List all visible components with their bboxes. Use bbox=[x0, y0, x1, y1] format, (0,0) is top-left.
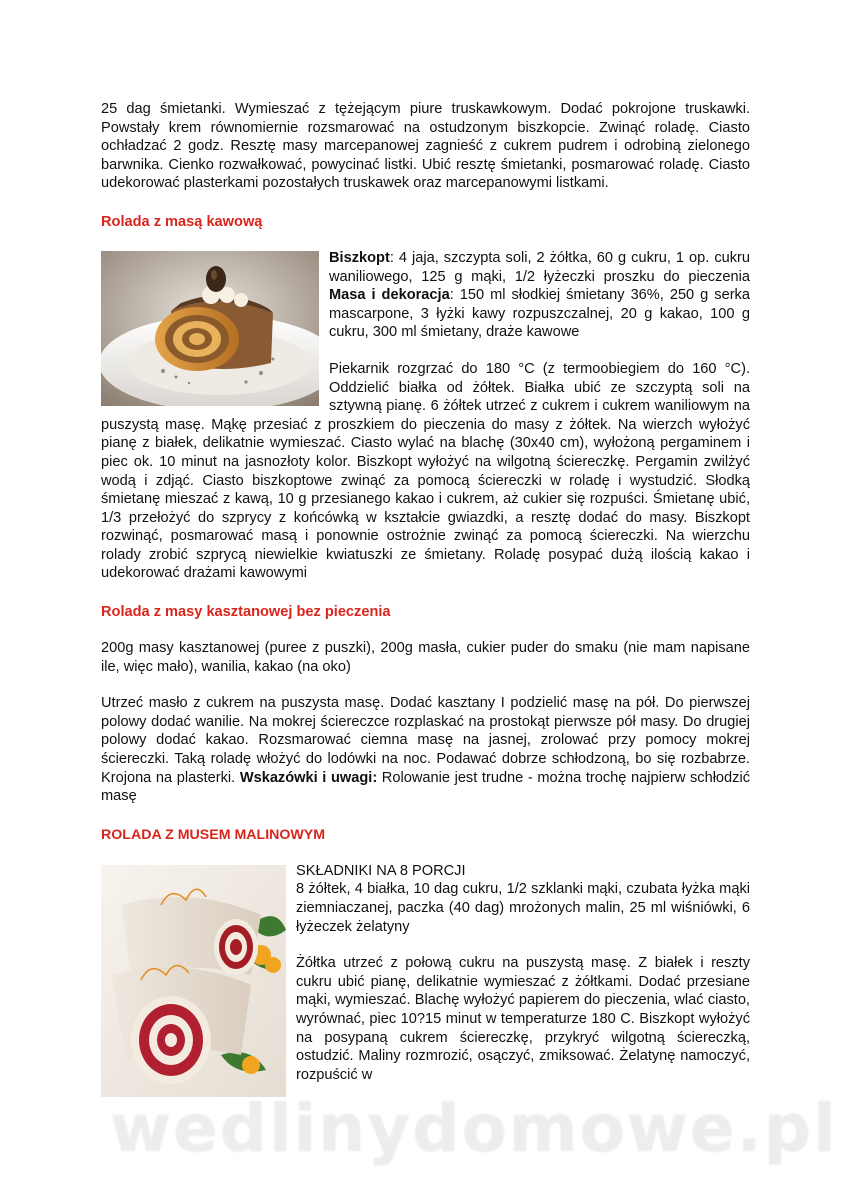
raspberry-roll-image bbox=[101, 865, 286, 1097]
watermark-text: wedlinydomowe.pl bbox=[110, 1090, 838, 1167]
tips-label: Wskazówki i uwagi: bbox=[239, 769, 378, 786]
tips-text: Rolowanie jest trudne - można trochę najpierw schłodzić masę bbox=[101, 769, 750, 805]
masa-text: : 150 ml słodkiej śmietany 36%, 250 g serka mascarpone, 3 łyżki kawy rozpuszczalnej, 20 g kakao, 100 g cukru, 300 ml śmietany, draże kawowe bbox=[329, 287, 750, 341]
recipe-title-raspberry-roll: ROLADA Z MUSEM MALINOWYM bbox=[101, 826, 326, 843]
chestnut-roll-method bbox=[101, 694, 750, 806]
raspberry-roll-ingredients: 8 żółtek, 4 białka, 10 dag cukru, 1/2 szklanki mąki, czubata łyżka mąki ziemniaczanej, paczka (40 dag) mrożonych malin, 25 ml wiśniówki, 6 łyżeczek żelatyny bbox=[296, 881, 750, 935]
raspberry-roll-servings: SKŁADNIKI NA 8 PORCJI bbox=[296, 862, 466, 879]
recipe-page bbox=[101, 100, 750, 1101]
recipe-title-chestnut-roll: Rolada z masy kasztanowej bez pieczenia bbox=[101, 604, 391, 621]
masa-label: Masa i dekoracja bbox=[329, 287, 450, 304]
coffee-roll-method: Piekarnik rozgrzać do 180 °C (z termoobiegiem do 160 °C). Oddzielić białka od żółtek. Białka ubić ze szczyptą soli na sztywną pianę. 6 żółtek utrzeć z cukrem i cukrem waniliowym na puszystą masę. Mąkę przesiać z proszkiem do pieczenia do masy z żółtek. Na wierzch wyłożyć pianę z białek, delikatnie wymieszać. Ciasto wylać na blachę (30x40 cm), wyłożoną pergaminem i piec ok. 10 minut na jasnozłoty kolor. Biszkopt wyłożyć na wilgotną ściereczkę. Pergamin zwilżyć wodą i zdjąć. Ciasto biszkoptowe zwinąć za pomocą ściereczki w roladę i wystudzić. Słodką śmietanę mieszać z kawą, 10 g przesianego kakao i cukrem, aż cukier się rozpuści. Śmietanę ubić, 1/3 przełożyć do szprycy z końcówką w kształcie gwiazdki, a resztę dodać do masy. Biszkopt rozwinąć, posmarować masą i ponownie ostrożnie zwinąć za pomocą ściereczki. Na wierzchu rolady zrobić szprycą niewielkie kwiatuszki ze śmietany. Roladę posypać dużą ilością kakao i udekorować drażami kawowymi bbox=[101, 360, 750, 582]
coffee-roll-image bbox=[101, 251, 319, 406]
coffee-roll-photo-illustration bbox=[101, 251, 319, 406]
raspberry-roll-photo-illustration bbox=[101, 865, 286, 1097]
recipe-title-coffee-roll: Rolada z masą kawową bbox=[101, 213, 263, 230]
biszkopt-label: Biszkopt bbox=[329, 249, 390, 266]
chestnut-roll-ingredients: 200g masy kasztanowej (puree z puszki), 200g masła, cukier puder do smaku (nie mam napisane ile, więc mało), wanilia, kakao (na oko) bbox=[101, 640, 750, 675]
chestnut-method-text: Utrzeć masło z cukrem na puszysta masę. Dodać kasztany I podzielić masę na pół. Do pierwszej polowy dodać wanilie. Na mokrej ściereczce rozplaskać na prostokąt pierwsze pół masy. Do drugiej polowy dodać kakao. Rozsmarować ciemna masę na jasnej, zrolować przy pomocy mokrej ściereczki. Taką roladę włożyć do lodówki na noc. Podawać dobrze schłodzoną, bo się rozbabrze. Krojona na plasterki. bbox=[101, 695, 750, 786]
raspberry-roll-method: Żółtka utrzeć z połową cukru na puszystą masę. Z białek i reszty cukru ubić pianę, delikatnie wymieszać z żółtkami. Dodać przesiane mąki, wymieszać. Blachę wyłożyć papierem do pieczenia, wlać ciasto, wyrównać, piec 10?15 minut w temperaturze 180 C. Biszkopt wyłożyć na posypaną cukrem ściereczkę, przykryć wilgotną ściereczką, ostudzić. Maliny rozmrozić, osączyć, zmiksować. Żelatynę namoczyć, rozpuścić w bbox=[296, 955, 750, 1083]
intro-paragraph: 25 dag śmietanki. Wymieszać z tężejącym piure truskawkowym. Dodać pokrojone truskawki. Powstały krem równomiernie rozsmarować na ostudzonym biszkopcie. Zwinąć roladę. Ciasto ochładzać 2 godz. Resztę masy marcepanowej zagnieść z cukrem pudrem i odrobiną zielonego barwnika. Cienko rozwałkować, powycinać listki. Ubić resztę śmietanki, posmarować roladę. Ciasto udekorować plasterkami pozostałych truskawek oraz marcepanowymi listkami. bbox=[101, 101, 750, 192]
biszkopt-text: : 4 jaja, szczypta soli, 2 żółtka, 60 g cukru, 1 op. cukru waniliowego, 125 g mąki, 1/2 łyżeczki proszku do pieczenia bbox=[329, 249, 750, 285]
